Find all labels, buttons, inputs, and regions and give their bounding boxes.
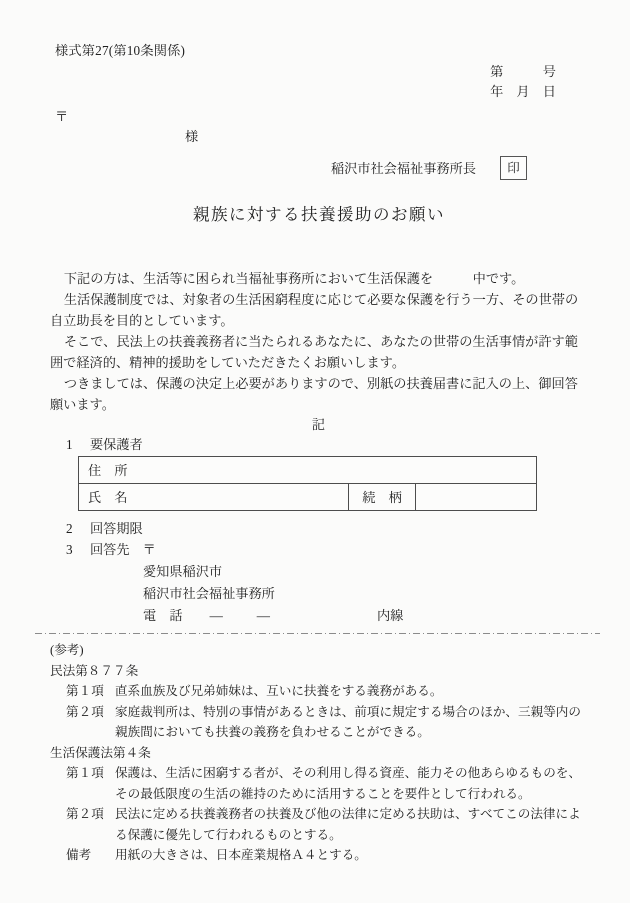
document-number-line: 第 号 <box>490 64 556 79</box>
name-label: 氏 名 <box>88 489 128 505</box>
body-paragraph: つきましては、保護の決定上必要がありますので、別紙の扶養届書に記入の上、御回答願います。 <box>50 376 578 412</box>
address-cell <box>79 457 537 484</box>
reference-section <box>50 640 588 866</box>
addressee-postal-mark: 〒 <box>55 109 69 124</box>
item-label: 回答先 <box>90 542 130 557</box>
clause-text: 民法に定める扶養義務者の扶養及び他の法律に定める扶助は、すべてこの法律による保護に優先して行われるものとする。 <box>115 807 581 842</box>
form-number: 様式第27(第10条関係) <box>55 43 186 58</box>
table-row-address <box>79 457 537 484</box>
extension-label: 内線 <box>376 608 404 623</box>
reply-postal-mark: 〒 <box>142 542 156 557</box>
body-text <box>50 268 588 415</box>
clause-label: 第１項 <box>66 684 104 698</box>
clause-text: 直系血族及び兄弟姉妹は、互いに扶養をする義務がある。 <box>115 684 443 698</box>
item-label: 回答期限 <box>90 521 143 536</box>
welfare-act-clause-2 <box>66 804 588 845</box>
page-title: 親族に対する扶養援助のお願い <box>193 205 445 224</box>
clause-label: 第１項 <box>66 766 104 780</box>
reply-address-line2: 稲沢市社会福祉事務所 <box>143 586 275 601</box>
phone-label: 電 話 <box>143 608 183 623</box>
clause-text: 保護は、生活に困窮する者が、その利用し得る資産、能力その他あらゆるものを、その最低限度の生活の維持のために活用することを要件として行われる。 <box>115 766 581 801</box>
name-cell <box>79 484 349 511</box>
document-meta <box>50 62 588 102</box>
item-number: 2 <box>66 521 73 536</box>
reply-address-line1: 愛知県稲沢市 <box>143 564 223 579</box>
item-number: 1 <box>66 437 73 452</box>
sender-row <box>50 156 588 180</box>
seal-box <box>500 156 527 180</box>
remark-text: 用紙の大きさは、日本産業規格Ａ４とする。 <box>115 848 367 862</box>
reply-phone-row <box>143 605 588 627</box>
relation-label: 続 柄 <box>362 489 402 505</box>
address-label: 住 所 <box>88 462 128 478</box>
phone-dash: ― <box>209 608 223 623</box>
civil-code-heading: 民法第８７７条 <box>50 663 139 678</box>
document-date-line: 年 月 日 <box>490 84 556 99</box>
clause-text: 家庭裁判所は、特別の事情があるときは、前項に規定する場合のほか、三親等内の親族間においても扶養の義務を負わせることができる。 <box>115 704 581 739</box>
item-protected-person <box>50 435 588 454</box>
welfare-act-clause-1 <box>66 763 588 804</box>
table-row-name <box>79 484 537 511</box>
addressee-suffix: 様 <box>185 129 199 144</box>
sender-title: 稲沢市社会福祉事務所長 <box>330 160 476 176</box>
dash-dot-divider <box>35 633 600 634</box>
remark-row <box>66 845 588 866</box>
civil-code-clause-1 <box>66 681 588 702</box>
relation-value-cell <box>416 484 537 511</box>
item-reply-deadline <box>50 519 588 539</box>
item-reply-to <box>50 539 588 561</box>
item-label: 要保護者 <box>90 437 143 452</box>
clause-label: 第２項 <box>66 807 104 821</box>
body-paragraph: 下記の方は、生活等に困られ当福祉事務所において生活保護を 中です。 <box>63 271 525 286</box>
clause-label: 第２項 <box>66 704 104 719</box>
item-number: 3 <box>66 542 73 557</box>
seal-label: 印 <box>507 160 520 175</box>
civil-code-clause-2 <box>66 702 588 743</box>
phone-dash: ― <box>256 608 270 623</box>
reference-heading: (参考) <box>50 643 84 657</box>
body-paragraph: そこで、民法上の扶養義務者に当たられるあなたに、あなたの世帯の生活事情が許す範囲で経済的、精神的援助をしていただきたくお願いします。 <box>50 334 578 370</box>
welfare-act-heading: 生活保護法第４条 <box>50 745 151 760</box>
record-heading: 記 <box>311 417 327 432</box>
remark-label: 備考 <box>66 848 92 862</box>
body-paragraph: 生活保護制度では、対象者の生活困窮程度に応じて必要な保護を行う一方、その世帯の自立助長を目的としています。 <box>50 292 579 328</box>
relation-label-cell <box>349 484 416 511</box>
protected-person-table <box>78 456 537 511</box>
